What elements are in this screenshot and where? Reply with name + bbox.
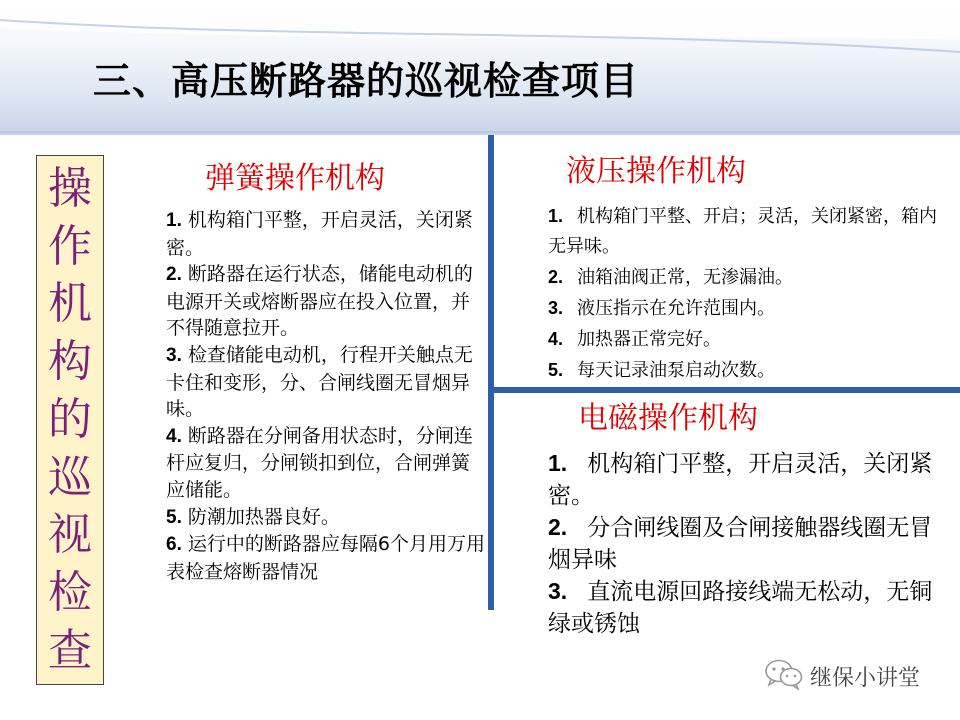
item-number: 1. <box>166 210 182 231</box>
item-number: 6. <box>166 534 182 556</box>
wechat-icon <box>764 658 804 694</box>
item-number: 1. <box>548 450 568 476</box>
item-number: 5. <box>548 360 564 380</box>
list-item <box>166 504 486 532</box>
sidebar-char: 机 <box>48 278 92 330</box>
list-item <box>166 423 486 504</box>
sidebar-char: 巡 <box>48 451 92 503</box>
sidebar-char: 视 <box>48 509 92 561</box>
hydraulic-mechanism-list <box>548 201 948 386</box>
item-number: 2. <box>166 264 182 286</box>
sidebar-vertical-title <box>36 155 104 685</box>
list-item <box>166 207 486 261</box>
electromagnetic-mechanism-title: 电磁操作机构 <box>578 401 758 436</box>
item-text: 运行中的断路器应每隔6个月用万用表检查熔断器情况 <box>166 533 485 583</box>
item-number: 3. <box>166 344 182 366</box>
spring-mechanism-list <box>166 207 486 585</box>
list-item <box>166 531 486 585</box>
sidebar-char: 构 <box>48 336 92 388</box>
list-item <box>548 355 948 386</box>
item-text: 断路器在分闸备用状态时，分闸连杆应复归，分闸锁扣到位，合闸弹簧应储能。 <box>166 424 473 501</box>
item-number: 1. <box>548 206 564 226</box>
list-item <box>548 201 948 262</box>
list-item <box>166 342 486 423</box>
sidebar-char: 检 <box>48 567 92 619</box>
item-text: 断路器在运行状态，储能电动机的电源开关或熔断器应在投入位置，并不得随意拉开。 <box>166 263 473 340</box>
item-number: 4. <box>166 425 182 447</box>
list-item <box>548 512 948 576</box>
item-text: 油箱油阀正常，无渗漏油。 <box>577 267 794 288</box>
item-text: 机构箱门平整，开启灵活，关闭紧密。 <box>548 451 933 509</box>
list-item <box>548 324 948 355</box>
list-item <box>548 293 948 324</box>
hydraulic-mechanism-title: 液压操作机构 <box>566 154 746 189</box>
watermark <box>764 658 920 694</box>
item-text: 机构箱门平整、开启；灵活，关闭紧密，箱内无异味。 <box>548 206 938 257</box>
list-item <box>548 576 948 640</box>
item-number: 4. <box>548 329 564 349</box>
item-text: 加热器正常完好。 <box>577 329 722 350</box>
item-text: 每天记录油泵启动次数。 <box>577 360 776 381</box>
sidebar-char: 作 <box>48 220 92 272</box>
item-text: 机构箱门平整，开启灵活，关闭紧密。 <box>166 209 473 259</box>
sidebar-char: 查 <box>48 625 92 676</box>
item-number: 2. <box>548 267 564 287</box>
item-number: 3. <box>548 578 568 605</box>
item-text: 检查储能电动机，行程开关触点无卡住和变形，分、合闸线圈无冒烟异味。 <box>166 343 473 421</box>
vertical-divider <box>488 135 494 610</box>
list-item <box>548 448 948 512</box>
electromagnetic-mechanism-list <box>548 448 948 641</box>
spring-mechanism-title: 弹簧操作机构 <box>205 161 385 196</box>
sidebar-char: 操 <box>48 162 92 214</box>
page-title: 三、高压断路器的巡视检查项目 <box>93 59 640 103</box>
item-text: 液压指示在允许范围内。 <box>577 298 776 319</box>
item-text: 分合闸线圈及合闸接触器线圈无冒烟异味 <box>548 515 933 573</box>
sidebar-char: 的 <box>48 393 92 445</box>
item-text: 直流电源回路接线端无松动，无铜绿或锈蚀 <box>548 579 933 637</box>
item-number: 2. <box>548 514 568 541</box>
list-item <box>166 261 486 342</box>
item-text: 防潮加热器良好。 <box>181 505 340 528</box>
watermark-text: 继保小讲堂 <box>810 665 921 691</box>
item-number: 3. <box>548 298 564 318</box>
list-item <box>548 262 948 293</box>
item-number: 5. <box>166 506 182 528</box>
